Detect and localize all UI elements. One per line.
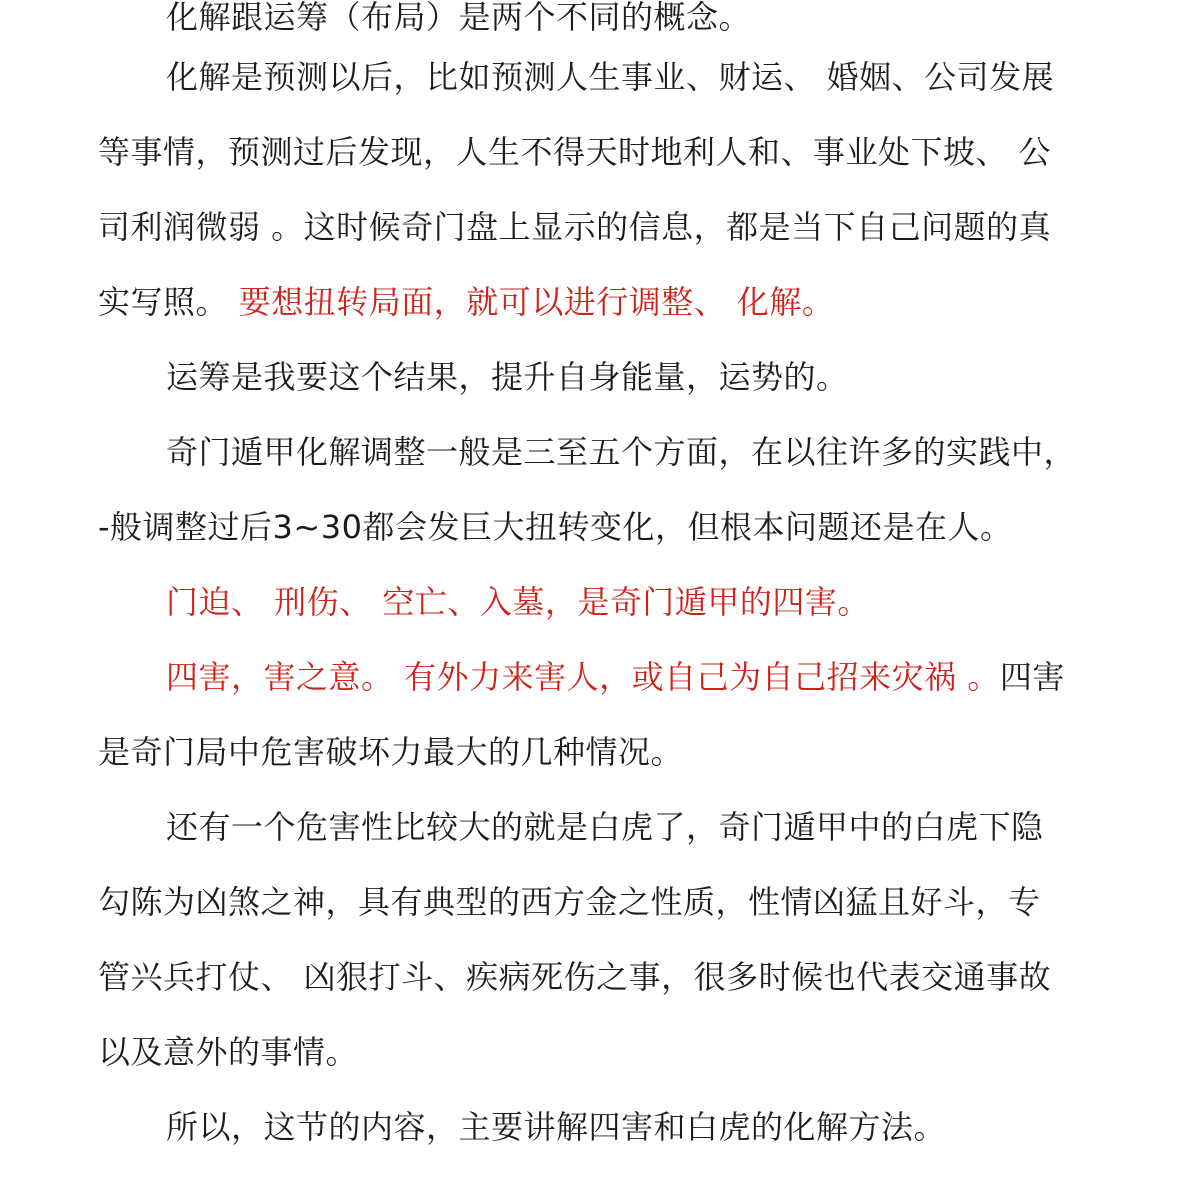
paragraph-line: 司利润微弱 。这时候奇门盘上显示的信息，都是当下自己问题的真 xyxy=(98,208,1052,246)
paragraph-line: 管兴兵打仗、 凶狠打斗、疾病死伤之事，很多时候也代表交通事故 xyxy=(98,958,1052,996)
highlighted-text: 要想扭转局面，就可以进行调整、 化解。 xyxy=(238,283,835,321)
paragraph-line: -般调整过后3~30都会发巨大扭转变化，但根本问题还是在人。 xyxy=(98,508,1013,546)
paragraph-line: 以及意外的事情。 xyxy=(98,1033,359,1071)
plain-text: 实写照。 xyxy=(98,283,229,321)
paragraph-line xyxy=(98,265,1108,340)
paragraph-line: 勾陈为凶煞之神，具有典型的西方金之性质，性情凶猛且好斗，专 xyxy=(98,883,1041,921)
paragraph-line: 等事情，预测过后发现，人生不得天时地利人和、事业处下坡、 公 xyxy=(98,133,1052,171)
highlighted-paragraph: 门迫、 刑伤、 空亡、入墓，是奇门遁甲的四害。 xyxy=(166,583,870,621)
paragraph-line: 运筹是我要这个结果，提升自身能量，运势的。 xyxy=(166,358,849,396)
paragraph-line: 还有一个危害性比较大的就是白虎了，奇门遁甲中的白虎下隐 xyxy=(166,808,1044,846)
paragraph-line: 奇门遁甲化解调整一般是三至五个方面，在以往许多的实践中， xyxy=(166,433,1077,471)
paragraph-line: 化解是预测以后，比如预测人生事业、财运、 婚姻、公司发展 xyxy=(166,58,1055,96)
paragraph-line: 所以，这节的内容，主要讲解四害和白虎的化解方法。 xyxy=(166,1108,947,1146)
paragraph-line xyxy=(166,640,1176,715)
highlighted-text: 四害，害之意。 有外力来害人，或自己为自己招来灾祸 。 xyxy=(166,658,1000,696)
paragraph-line: 是奇门局中危害破坏力最大的几种情况。 xyxy=(98,733,684,771)
plain-text: 四害 xyxy=(999,658,1065,696)
paragraph-line: 化解跟运筹（布局）是两个不同的概念。 xyxy=(166,0,752,36)
